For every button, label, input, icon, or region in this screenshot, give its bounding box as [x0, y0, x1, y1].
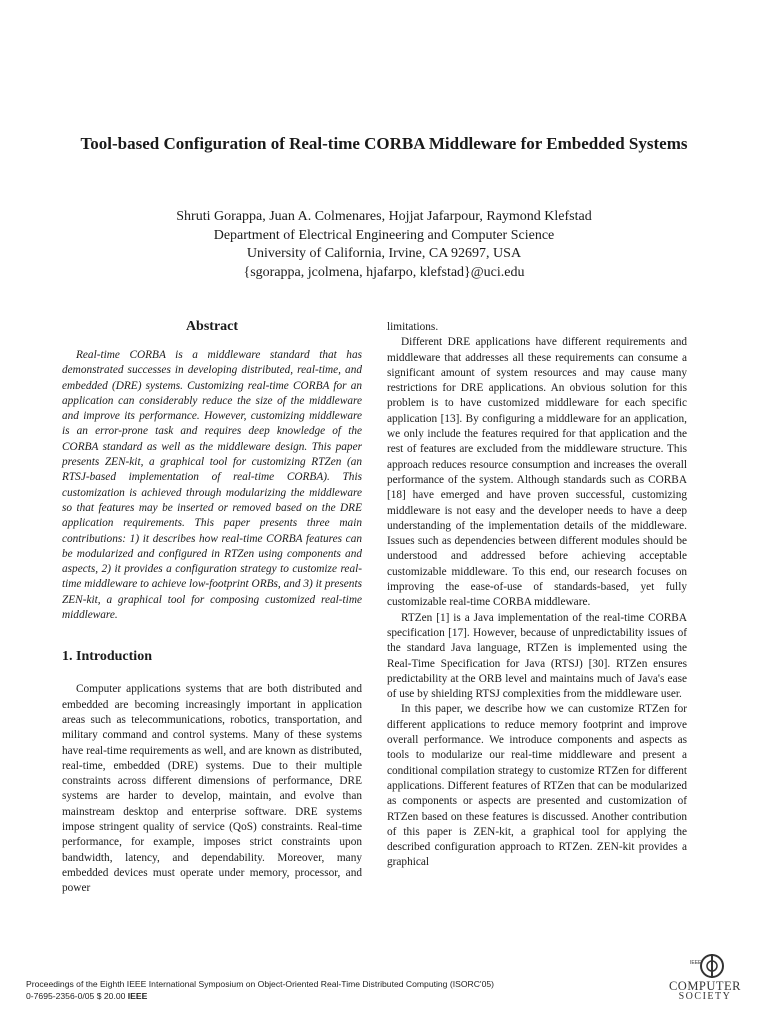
logo-ieee-text: IEEE — [690, 960, 702, 966]
department: Department of Electrical Engineering and Computer Science — [213, 227, 555, 243]
abstract-heading: Abstract — [185, 319, 239, 334]
author-block — [80, 208, 688, 282]
right-column — [387, 320, 687, 871]
author-names: Shruti Gorappa, Juan A. Colmenares, Hojjat Jafarpour, Raymond Klefstad — [176, 209, 592, 224]
intro-paragraph-1: Computer applications systems that are both distributed and embedded are becoming increasingly important in application areas such as telecommunications, robotics, transportation, and military command and control systems. Many of these systems have real-time requirements as well, and are known as distributed, real-time, embedded (DRE) systems. Due to their multiple constraints across different dimensions of performance, DRE systems are harder to develop, maintain, and evolve than mainstream desktop and enterprise software. DRE systems impose stringent quality of service (QoS) constraints. Real-time performance, for example, imposes strict constraints upon bandwidth, latency, and dependability. Moreover, many embedded devices must operate under memory, processor, and power — [62, 683, 362, 895]
footer-isbn: 0-7695-2356-0/05 $ 20.00 — [26, 991, 126, 1001]
paper-title: Tool-based Configuration of Real-time CORBA Middleware for Embedded Systems — [80, 134, 688, 153]
intro-paragraph-2: Different DRE applications have different requirements and middleware that addresses all these requirements can consume a significant amount of system resources and may cause many restrictions for DRE applications. An obvious solution for this problem is to have customized middleware for each specific application [13]. By configuring a middleware for an application, we only include the features required for that application and the rest of features are excluded from the middleware structure. This approach reduces resource consumption and increases the overall performance of the system. Although standards such as CORBA [18] have emerged and have proven successful, customizing middleware is not easy and the developer needs to have a deep understanding of the implementation details of the middleware. Issues such as dependencies between different modules should be understood and addressed before achieving acceptable customizable middleware. To this end, our research focuses on improving the ease-of-use of standards-based, yet fully customizable real-time CORBA middleware. — [387, 336, 687, 609]
logo-computer: COMPUTER — [668, 979, 742, 993]
intro-paragraph-4: In this paper, we describe how we can customize RTZen for different applications to reduce memory footprint and improve overall performance. We introduce components and aspects as tools to modularize our real-time middleware and present a conditional compilation strategy to customize RTZen for different applications. Different features of RTZen that can be modularized as components or aspects are presented and customization of RTZen based on these features is discussed. Another contribution of this paper is ZEN-kit, a graphical tool for applying the described configuration approach to RTZen. ZEN-kit provides a graphical — [387, 703, 687, 869]
computer-society-emblem-icon — [660, 952, 750, 980]
introduction-heading: 1. Introduction — [62, 649, 152, 665]
footer-proceedings: Proceedings of the Eighth IEEE International Symposium on Object-Oriented Real-Time Distributed Computing (ISORC'05) — [26, 979, 494, 989]
left-column — [62, 318, 362, 897]
continued-text: limitations. — [387, 321, 439, 333]
abstract-text: Real-time CORBA is a middleware standard that has demonstrated successes in developing distributed, real-time, and embedded (DRE) systems. Customizing real-time CORBA for an application can considerably reduce the size of the middleware and improve its performance. However, customizing middleware is an error-prone task and requires deep knowledge of the CORBA standard as well as the middleware design. This paper presents ZEN-kit, a graphical tool for customizing RTZen (an RTSJ-based implementation of real-time CORBA). This customization is achieved through modularizing the middleware so that features may be inserted or removed based on the DRE application requirements. This paper presents three main contributions: 1) it describes how real-time CORBA features can be modularized and configured in RTZen using components and aspects, 2) it provides a configuration strategy to customize real-time middleware to achieve low-footprint ORBs, and 3) it presents ZEN-kit, a graphical tool for composing customized real-time middleware. — [62, 349, 362, 622]
university: University of California, Irvine, CA 92697, USA — [246, 246, 522, 261]
computer-society-logo — [660, 952, 750, 1008]
intro-paragraph-3: RTZen [1] is a Java implementation of the real-time CORBA specification [17]. However, because of unpredictability issues of the standard Java language, RTZen is implemented using the Real-Time Specification for Java (RTSJ) [30]. RTZen ensures predictability at the ORB level and maintains much of Java's ease of use by shielding RTSJ complexities from the middleware user. — [387, 611, 687, 701]
footer-ieee: IEEE — [127, 991, 148, 1001]
footer-isbn-line — [26, 990, 626, 1002]
proceedings-footer — [26, 978, 626, 1002]
logo-society: SOCIETY — [678, 991, 732, 1002]
author-emails: {sgorappa, jcolmena, hjafarpo, klefstad}@uci.edu — [243, 264, 525, 280]
